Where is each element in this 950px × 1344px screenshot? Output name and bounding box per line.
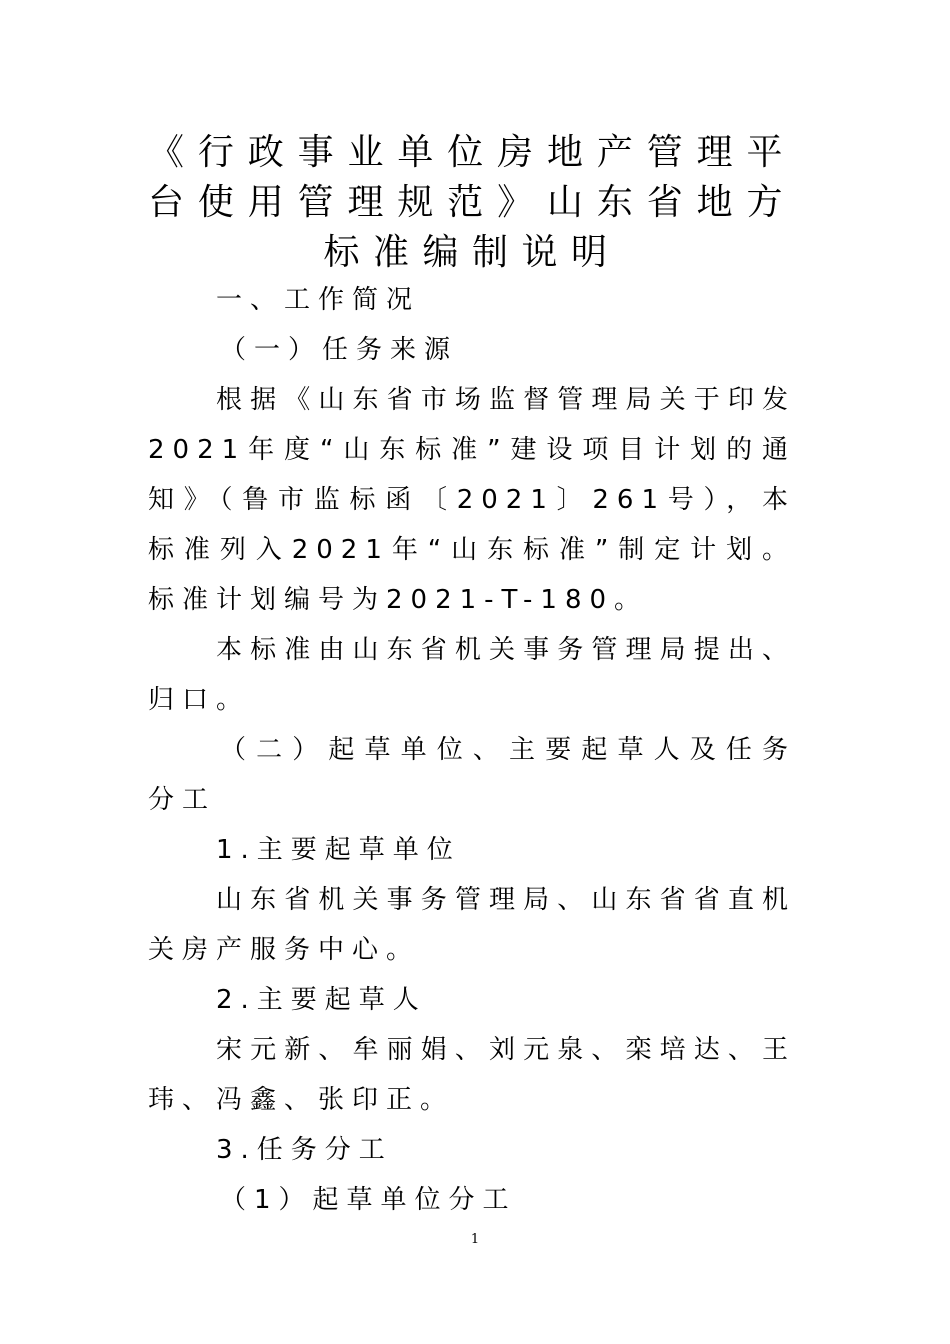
section-heading-work-overview: 一、工作简况	[216, 285, 421, 315]
item-drafting-unit-division: （1）起草单位分工	[220, 1185, 517, 1215]
paragraph-drafting-units: 山东省机关事务管理局、山东省省直机关房产服务中心。	[148, 885, 796, 965]
item-task-division: 3.任务分工	[216, 1135, 393, 1165]
page-number: 1	[470, 1232, 480, 1247]
document-body	[148, 275, 796, 1225]
paragraph-proposer: 本标准由山东省机关事务管理局提出、归口。	[148, 635, 796, 715]
subheading-task-source: （一）任务来源	[220, 335, 459, 365]
item-main-drafting-units: 1.主要起草单位	[216, 835, 461, 865]
document-title: 《行政事业单位房地产管理平台使用管理规范》山东省地方标准编制说明	[148, 132, 796, 273]
subheading-drafting-units: （二）起草单位、主要起草人及任务分工	[148, 735, 796, 815]
item-main-drafters: 2.主要起草人	[216, 985, 427, 1015]
paragraph-task-source: 根据《山东省市场监督管理局关于印发2021年度“山东标准”建设项目计划的通知》（鲁市监标函〔2021〕261号），本标准列入2021年“山东标准”制定计划。标准计划编号为2021-T-180。	[148, 385, 796, 615]
paragraph-drafters: 宋元新、牟丽娟、刘元泉、栾培达、王玮、冯鑫、张印正。	[148, 1035, 796, 1115]
